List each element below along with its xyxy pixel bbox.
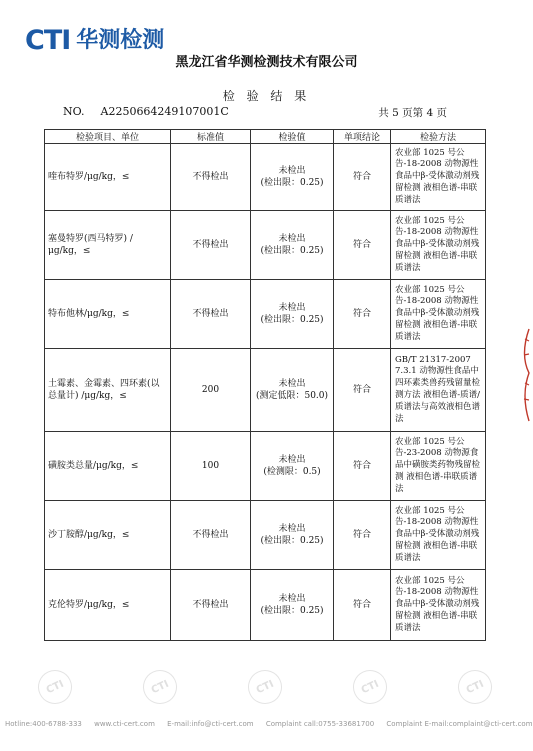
- value-limit: (检测限：0.5): [263, 467, 321, 477]
- cell-value: [251, 144, 334, 211]
- cti-watermark-icon: CTI: [137, 664, 182, 709]
- value-main: 未检出: [278, 234, 306, 244]
- table-row: [45, 349, 486, 432]
- cell-conclusion: 符合: [334, 211, 391, 280]
- table-header-row: [45, 130, 486, 144]
- cell-conclusion: 符合: [334, 349, 391, 432]
- value-limit: (检出限：0.25): [260, 606, 324, 616]
- footer-contact: [0, 720, 533, 728]
- footer-complaint-email: Complaint E-mail:complaint@cti-cert.com: [386, 720, 533, 728]
- cell-conclusion: 符合: [334, 432, 391, 501]
- value-limit: (检出限：0.25): [260, 246, 324, 256]
- footer-email: E-mail:info@cti-cert.com: [167, 720, 254, 728]
- col-header-value: 检验值: [251, 130, 334, 144]
- cell-value: [251, 211, 334, 280]
- footer-website: www.cti-cert.com: [94, 720, 155, 728]
- cell-standard: 200: [171, 349, 251, 432]
- cell-standard: 不得检出: [171, 211, 251, 280]
- cell-method: 农业部 1025 号公告-18-2008 动物源性食品中β-受体激动剂残留检测 液相色谱-串联质谱法: [391, 144, 486, 211]
- cell-standard: 100: [171, 432, 251, 501]
- doc-no-label: NO.: [63, 105, 85, 118]
- value-limit: (检出限：0.25): [260, 536, 324, 546]
- table-row: [45, 501, 486, 570]
- table-row: [45, 432, 486, 501]
- logo-cti-text: CTI: [25, 25, 71, 56]
- doc-no-value: A2250664249107001C: [100, 105, 229, 118]
- table-row: [45, 570, 486, 641]
- cell-method: GB/T 21317-2007 7.3.1 动物源性食品中四环素类兽药残留量检测方法 液相色谱-质谱/质谱法与高效液相色谱法: [391, 349, 486, 432]
- col-header-conclusion: 单项结论: [334, 130, 391, 144]
- cell-method: 农业部 1025 号公告-18-2008 动物源性食品中β-受体激动剂残留检测 液相色谱-串联质谱法: [391, 211, 486, 280]
- cell-value: [251, 570, 334, 641]
- document-title: 检 验 结 果: [222, 89, 311, 103]
- cell-item: 沙丁胺醇/μg/kg，≤: [45, 501, 171, 570]
- value-main: 未检出: [278, 303, 306, 313]
- value-limit: (检出限：0.25): [260, 178, 324, 188]
- value-limit: (检出限：0.25): [260, 315, 324, 325]
- cell-conclusion: 符合: [334, 280, 391, 349]
- col-header-standard: 标准值: [171, 130, 251, 144]
- table-row: [45, 144, 486, 211]
- cell-item: 特布他林/μg/kg，≤: [45, 280, 171, 349]
- results-table: [44, 129, 486, 641]
- cell-value: [251, 349, 334, 432]
- value-main: 未检出: [278, 524, 306, 534]
- company-name: 黑龙江省华测检测技术有限公司: [175, 55, 358, 70]
- cell-item: 磺胺类总量/μg/kg，≤: [45, 432, 171, 501]
- cell-value: [251, 280, 334, 349]
- cell-conclusion: 符合: [334, 501, 391, 570]
- footer-complaint-call: Complaint call:0755-33681700: [265, 720, 375, 728]
- cell-conclusion: 符合: [334, 570, 391, 641]
- cti-watermark-icon: CTI: [32, 664, 77, 709]
- table-row: [45, 211, 486, 280]
- cell-item: 土霉素、金霉素、四环素(以总量计) /μg/kg，≤: [45, 349, 171, 432]
- cti-watermark-icon: CTI: [242, 664, 287, 709]
- cti-watermark-icon: CTI: [347, 664, 392, 709]
- cell-standard: 不得检出: [171, 280, 251, 349]
- footer-hotline: Hotline:400-6788-333: [5, 720, 82, 728]
- col-header-item: 检验项目、单位: [45, 130, 171, 144]
- cell-standard: 不得检出: [171, 570, 251, 641]
- cell-method: 农业部 1025 号公告-23-2008 动物源食品中磺胺类药物残留检测 液相色谱-串联质谱法: [391, 432, 486, 501]
- cell-method: 农业部 1025 号公告-18-2008 动物源性食品中β-受体激动剂残留检测 液相色谱-串联质谱法: [391, 570, 486, 641]
- document-number: [63, 105, 229, 118]
- cell-standard: 不得检出: [171, 144, 251, 211]
- cti-watermark-icon: CTI: [452, 664, 497, 709]
- col-header-method: 检验方法: [391, 130, 486, 144]
- table-row: [45, 280, 486, 349]
- cell-conclusion: 符合: [334, 144, 391, 211]
- logo-cn-text: 华测检测: [76, 28, 165, 53]
- value-main: 未检出: [278, 594, 306, 604]
- cell-value: [251, 501, 334, 570]
- cell-item: 喹布特罗/μg/kg，≤: [45, 144, 171, 211]
- value-main: 未检出: [278, 455, 306, 465]
- red-seal-icon: [515, 325, 531, 425]
- cell-value: [251, 432, 334, 501]
- cell-standard: 不得检出: [171, 501, 251, 570]
- page-indicator: 共 5 页第 4 页: [378, 107, 447, 119]
- value-main: 未检出: [278, 166, 306, 176]
- cell-method: 农业部 1025 号公告-18-2008 动物源性食品中β-受体激动剂残留检测 液相色谱-串联质谱法: [391, 280, 486, 349]
- cell-method: 农业部 1025 号公告-18-2008 动物源性食品中β-受体激动剂残留检测 液相色谱-串联质谱法: [391, 501, 486, 570]
- value-main: 未检出: [278, 379, 306, 389]
- cell-item: 克伦特罗/μg/kg，≤: [45, 570, 171, 641]
- value-limit: (测定低限：50.0): [255, 391, 329, 401]
- cell-item: 塞曼特罗(西马特罗) /μg/kg，≤: [45, 211, 171, 280]
